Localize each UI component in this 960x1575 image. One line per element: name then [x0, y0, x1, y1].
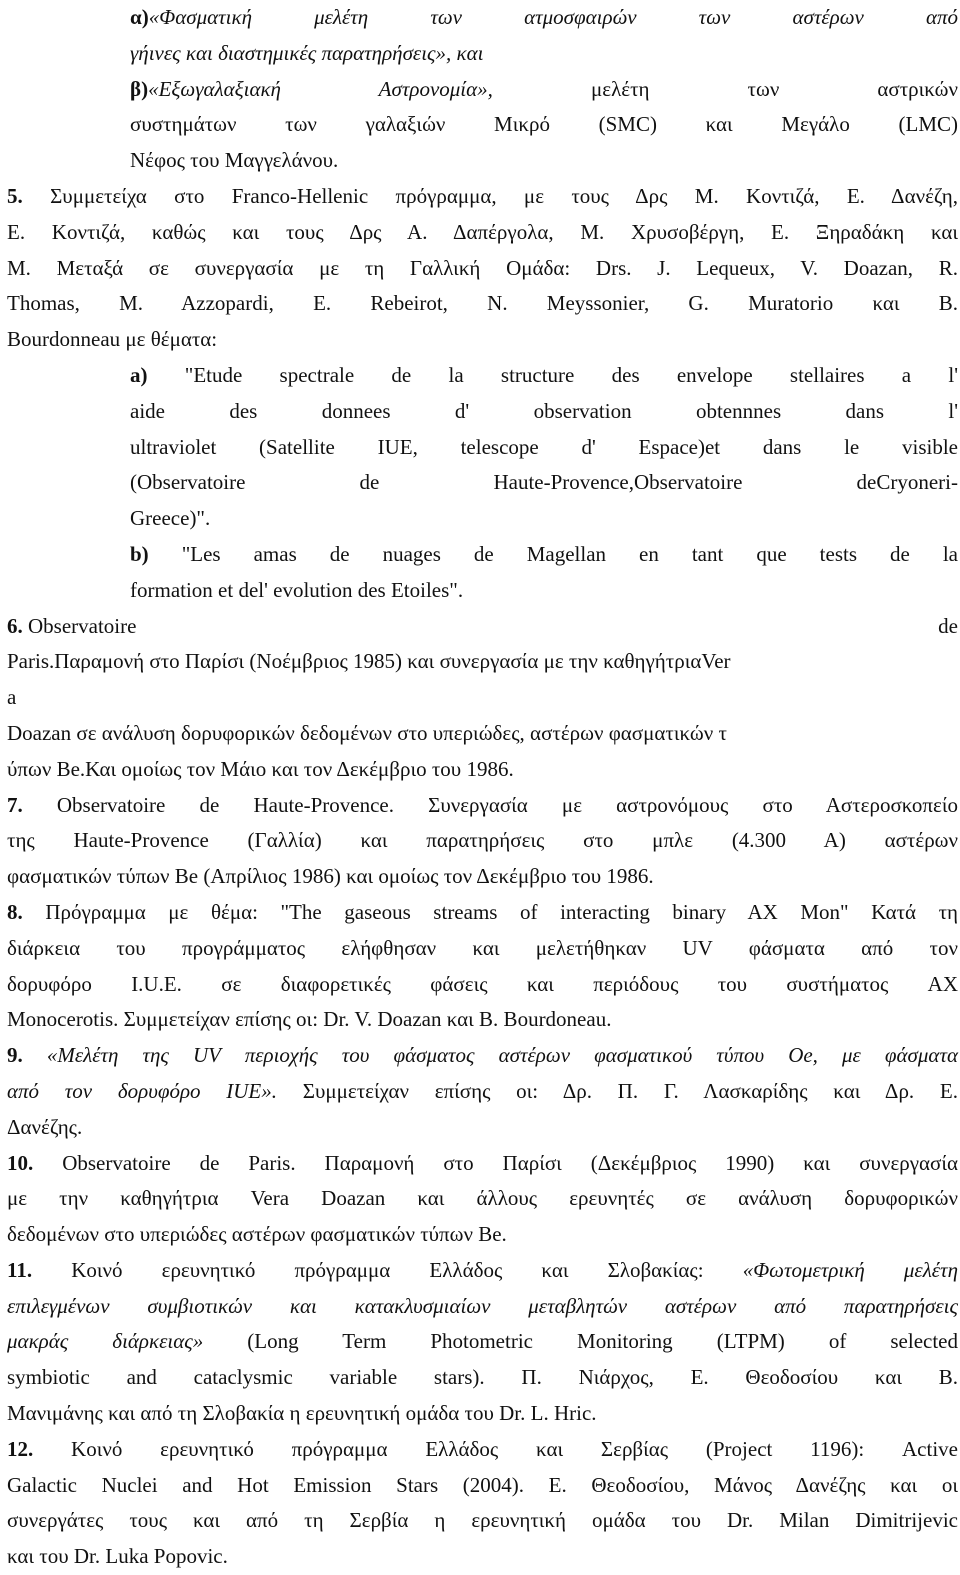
text: Συμμετείχα στο Franco-Hellenic πρόγραμμα, με τους Δρς Μ. Κοντιζά, Ε. Δανέζη,	[22, 183, 958, 208]
text-line	[7, 788, 958, 824]
text: Μ. Μεταξά σε συνεργασία με τη Γαλλική Ομάδα: Drs. J. Lequeux, V. Doazan, R.	[7, 255, 958, 280]
text: μελέτη των αστρικών	[492, 76, 958, 101]
text: Ε. Κοντιζά, καθώς και τους Δρς Α. Δαπέργολα, Μ. Χρυσοβέργη, Ε. Ξηραδάκη και	[7, 219, 958, 244]
text: "Etude spectrale de la structure des envelope stellaires a l'	[147, 362, 958, 387]
italic-title: «Μελέτη της UV περιοχής του φάσματος αστέρων φασματικού τύπου Oe, με φάσματα	[22, 1043, 958, 1068]
text-line	[7, 931, 958, 967]
text-line	[7, 322, 958, 358]
italic-title: «Εξωγαλαξιακή Αστρονομία»,	[148, 76, 493, 101]
italic-title: από τον δορυφόρο IUE».	[7, 1078, 278, 1103]
text: Bourdonneau με θέματα:	[7, 327, 218, 352]
item-number: 12.	[7, 1436, 34, 1461]
text: "Les amas de nuages de Magellan en tant que tests de la	[148, 541, 958, 566]
text-line	[7, 859, 958, 895]
text-line	[130, 573, 958, 609]
item-number: 7.	[7, 792, 23, 817]
text: διάρκεια του προγράμματος ελήφθησαν και μελετήθηκαν UV φάσματα από τον	[7, 935, 958, 960]
item-number: 5.	[7, 183, 23, 208]
text-line	[130, 430, 958, 466]
text-line	[130, 465, 958, 501]
text: Πρόγραμμα με θέμα: "The gaseous streams of interacting binary AX Mon" Κατά τη	[22, 899, 958, 924]
text: συνεργάτες τους και από τη Σερβία η ερευνητική ομάδα του Dr. Milan Dimitrijevic	[7, 1508, 958, 1533]
text-line	[7, 1468, 958, 1504]
text: Μανιμάνης και από τη Σλοβακία η ερευνητική ομάδα του Dr. L. Hric.	[7, 1401, 597, 1426]
item-number: 8.	[7, 899, 23, 924]
item-number: 11.	[7, 1257, 33, 1282]
text-line	[7, 1181, 958, 1217]
italic-title: μακράς διάρκειας»	[7, 1329, 204, 1354]
text: Κοινό ερευνητικό πρόγραμμα Ελλάδος και Σλοβακίας:	[32, 1257, 743, 1282]
item-number: 10.	[7, 1150, 34, 1175]
text: Νέφος του Μαγγελάνου.	[130, 148, 339, 173]
item-5-subitems	[7, 358, 958, 609]
text: (Observatoire de Haute-Provence,Observatoire deCryoneri-	[130, 470, 958, 495]
text: δορυφόρο I.U.E. σε διαφορετικές φάσεις και περιόδους του συστήματος AX	[7, 971, 958, 996]
text: Observatoire de Haute-Provence. Συνεργασία με αστρονόμους στο Αστεροσκοπείο	[22, 792, 958, 817]
text: Observatoire	[22, 613, 137, 638]
item-12	[7, 1432, 958, 1575]
text-line	[7, 1539, 958, 1575]
text-line	[7, 286, 958, 322]
italic-title: «Φασματική μελέτη των ατμοσφαιρών των αστέρων από	[148, 5, 958, 29]
text-line	[130, 107, 958, 143]
text: Συμμετείχαν επίσης οι: Δρ. Π. Γ. Λασκαρίδης και Δρ. Ε.	[277, 1078, 958, 1103]
label-a: a)	[130, 362, 148, 387]
text-line	[130, 0, 958, 36]
text-line	[7, 1360, 958, 1396]
text: συστημάτων των γαλαξιών Μικρό (SMC) και Μεγάλο (LMC)	[130, 112, 958, 137]
italic-title: επιλεγμένων συμβιοτικών και κατακλυσμιαίων μεταβλητών αστέρων από παρατηρήσεις	[7, 1293, 958, 1318]
text-line	[7, 1253, 958, 1289]
text: φασματικών τύπων Be (Απρίλιος 1986) και ομοίως τον Δεκέμβριο του 1986.	[7, 864, 654, 889]
text: formation et del' evolution des Etoiles".	[130, 577, 464, 602]
text: Greece)".	[130, 506, 211, 531]
text-line	[130, 72, 958, 108]
label-b: b)	[130, 541, 149, 566]
text: Thomas, M. Azzopardi, E. Rebeirot, N. Meyssonier, G. Muratorio και B.	[7, 291, 958, 316]
item-11	[7, 1253, 958, 1432]
label-beta: β)	[130, 76, 149, 101]
text-line	[130, 394, 958, 430]
text-line	[7, 179, 958, 215]
text: (Long Term Photometric Monitoring (LTPM) of selected	[203, 1329, 958, 1354]
text: Κοινό ερευνητικό πρόγραμμα Ελλάδος και Σερβίας (Project 1196): Active	[33, 1436, 958, 1461]
text-line	[7, 1146, 958, 1182]
text-line	[7, 644, 958, 680]
text: δεδομένων στο υπεριώδες αστέρων φασματικών τύπων Be.	[7, 1222, 507, 1247]
item-5	[7, 179, 958, 358]
text-line	[130, 358, 958, 394]
label-alpha: α)	[130, 5, 149, 29]
text: Monocerotis. Συμμετείχαν επίσης οι: Dr. V. Doazan και B. Bourdoneau.	[7, 1007, 612, 1032]
text: Observatoire de Paris. Παραμονή στο Παρίσι (Δεκέμβριος 1990) και συνεργασία	[33, 1150, 958, 1175]
item-number: 6.	[7, 613, 23, 638]
text: ύπων Be.Και ομοίως τον Μάιο και τον Δεκέμβριο του 1986.	[7, 756, 514, 781]
item-6	[7, 609, 958, 788]
text-line	[7, 1110, 958, 1146]
text-line	[130, 36, 958, 72]
text: Paris.Παραμονή στο Παρίσι (Νοέμβριος 1985) και συνεργασία με την καθηγήτριαVer	[7, 649, 731, 674]
text: ultraviolet (Satellite IUE, telescope d' Espace)et dans le visible	[130, 434, 958, 459]
text-line	[7, 680, 958, 716]
text: της Haute-Provence (Γαλλία) και παρατηρήσεις στο μπλε (4.300 Α) αστέρων	[7, 828, 958, 853]
italic-title: «Φωτομετρική μελέτη	[742, 1257, 958, 1282]
text: και του Dr. Luka Popovic.	[7, 1544, 228, 1569]
text-line	[7, 1432, 958, 1468]
text-line	[7, 1002, 958, 1038]
text-line	[7, 1074, 958, 1110]
text-line	[7, 1503, 958, 1539]
item-7	[7, 788, 958, 895]
item-8	[7, 895, 958, 1038]
text-line	[7, 823, 958, 859]
text-line	[7, 609, 958, 645]
text-line	[130, 537, 958, 573]
text: aide des donnees d' observation obtennnes dans l'	[130, 398, 958, 423]
text: με την καθηγήτρια Vera Doazan και άλλους ερευνητές σε ανάλυση δορυφορικών	[7, 1186, 958, 1211]
text-line	[7, 752, 958, 788]
text-line	[130, 143, 958, 179]
text: Doazan σε ανάλυση δορυφορικών δεδομένων στο υπεριώδες, αστέρων φασματικών τ	[7, 720, 727, 745]
text-line	[7, 1217, 958, 1253]
text: symbiotic and cataclysmic variable stars). Π. Νιάρχος, Ε. Θεοδοσίου και Β.	[7, 1365, 958, 1390]
text-line	[7, 215, 958, 251]
item-10	[7, 1146, 958, 1253]
item-9	[7, 1038, 958, 1145]
italic-title: γήινες και διαστημικές παρατηρήσεις», και	[130, 40, 484, 65]
text: Δανέζης.	[7, 1114, 83, 1139]
text-line	[7, 1289, 958, 1325]
text-left	[7, 609, 136, 645]
text-line	[7, 1038, 958, 1074]
text-right: de	[938, 613, 958, 638]
text-line	[7, 251, 958, 287]
text-line	[7, 895, 958, 931]
text: Galactic Nuclei and Hot Emission Stars (2004). Ε. Θεοδοσίου, Μάνος Δανέζης και οι	[7, 1472, 958, 1497]
text-line	[7, 716, 958, 752]
item-4-continued	[7, 0, 958, 179]
item-number: 9.	[7, 1043, 23, 1068]
text: a	[7, 685, 17, 710]
text-line	[7, 1396, 958, 1432]
text-line	[130, 501, 958, 537]
text-line	[7, 1324, 958, 1360]
text-line	[7, 967, 958, 1003]
